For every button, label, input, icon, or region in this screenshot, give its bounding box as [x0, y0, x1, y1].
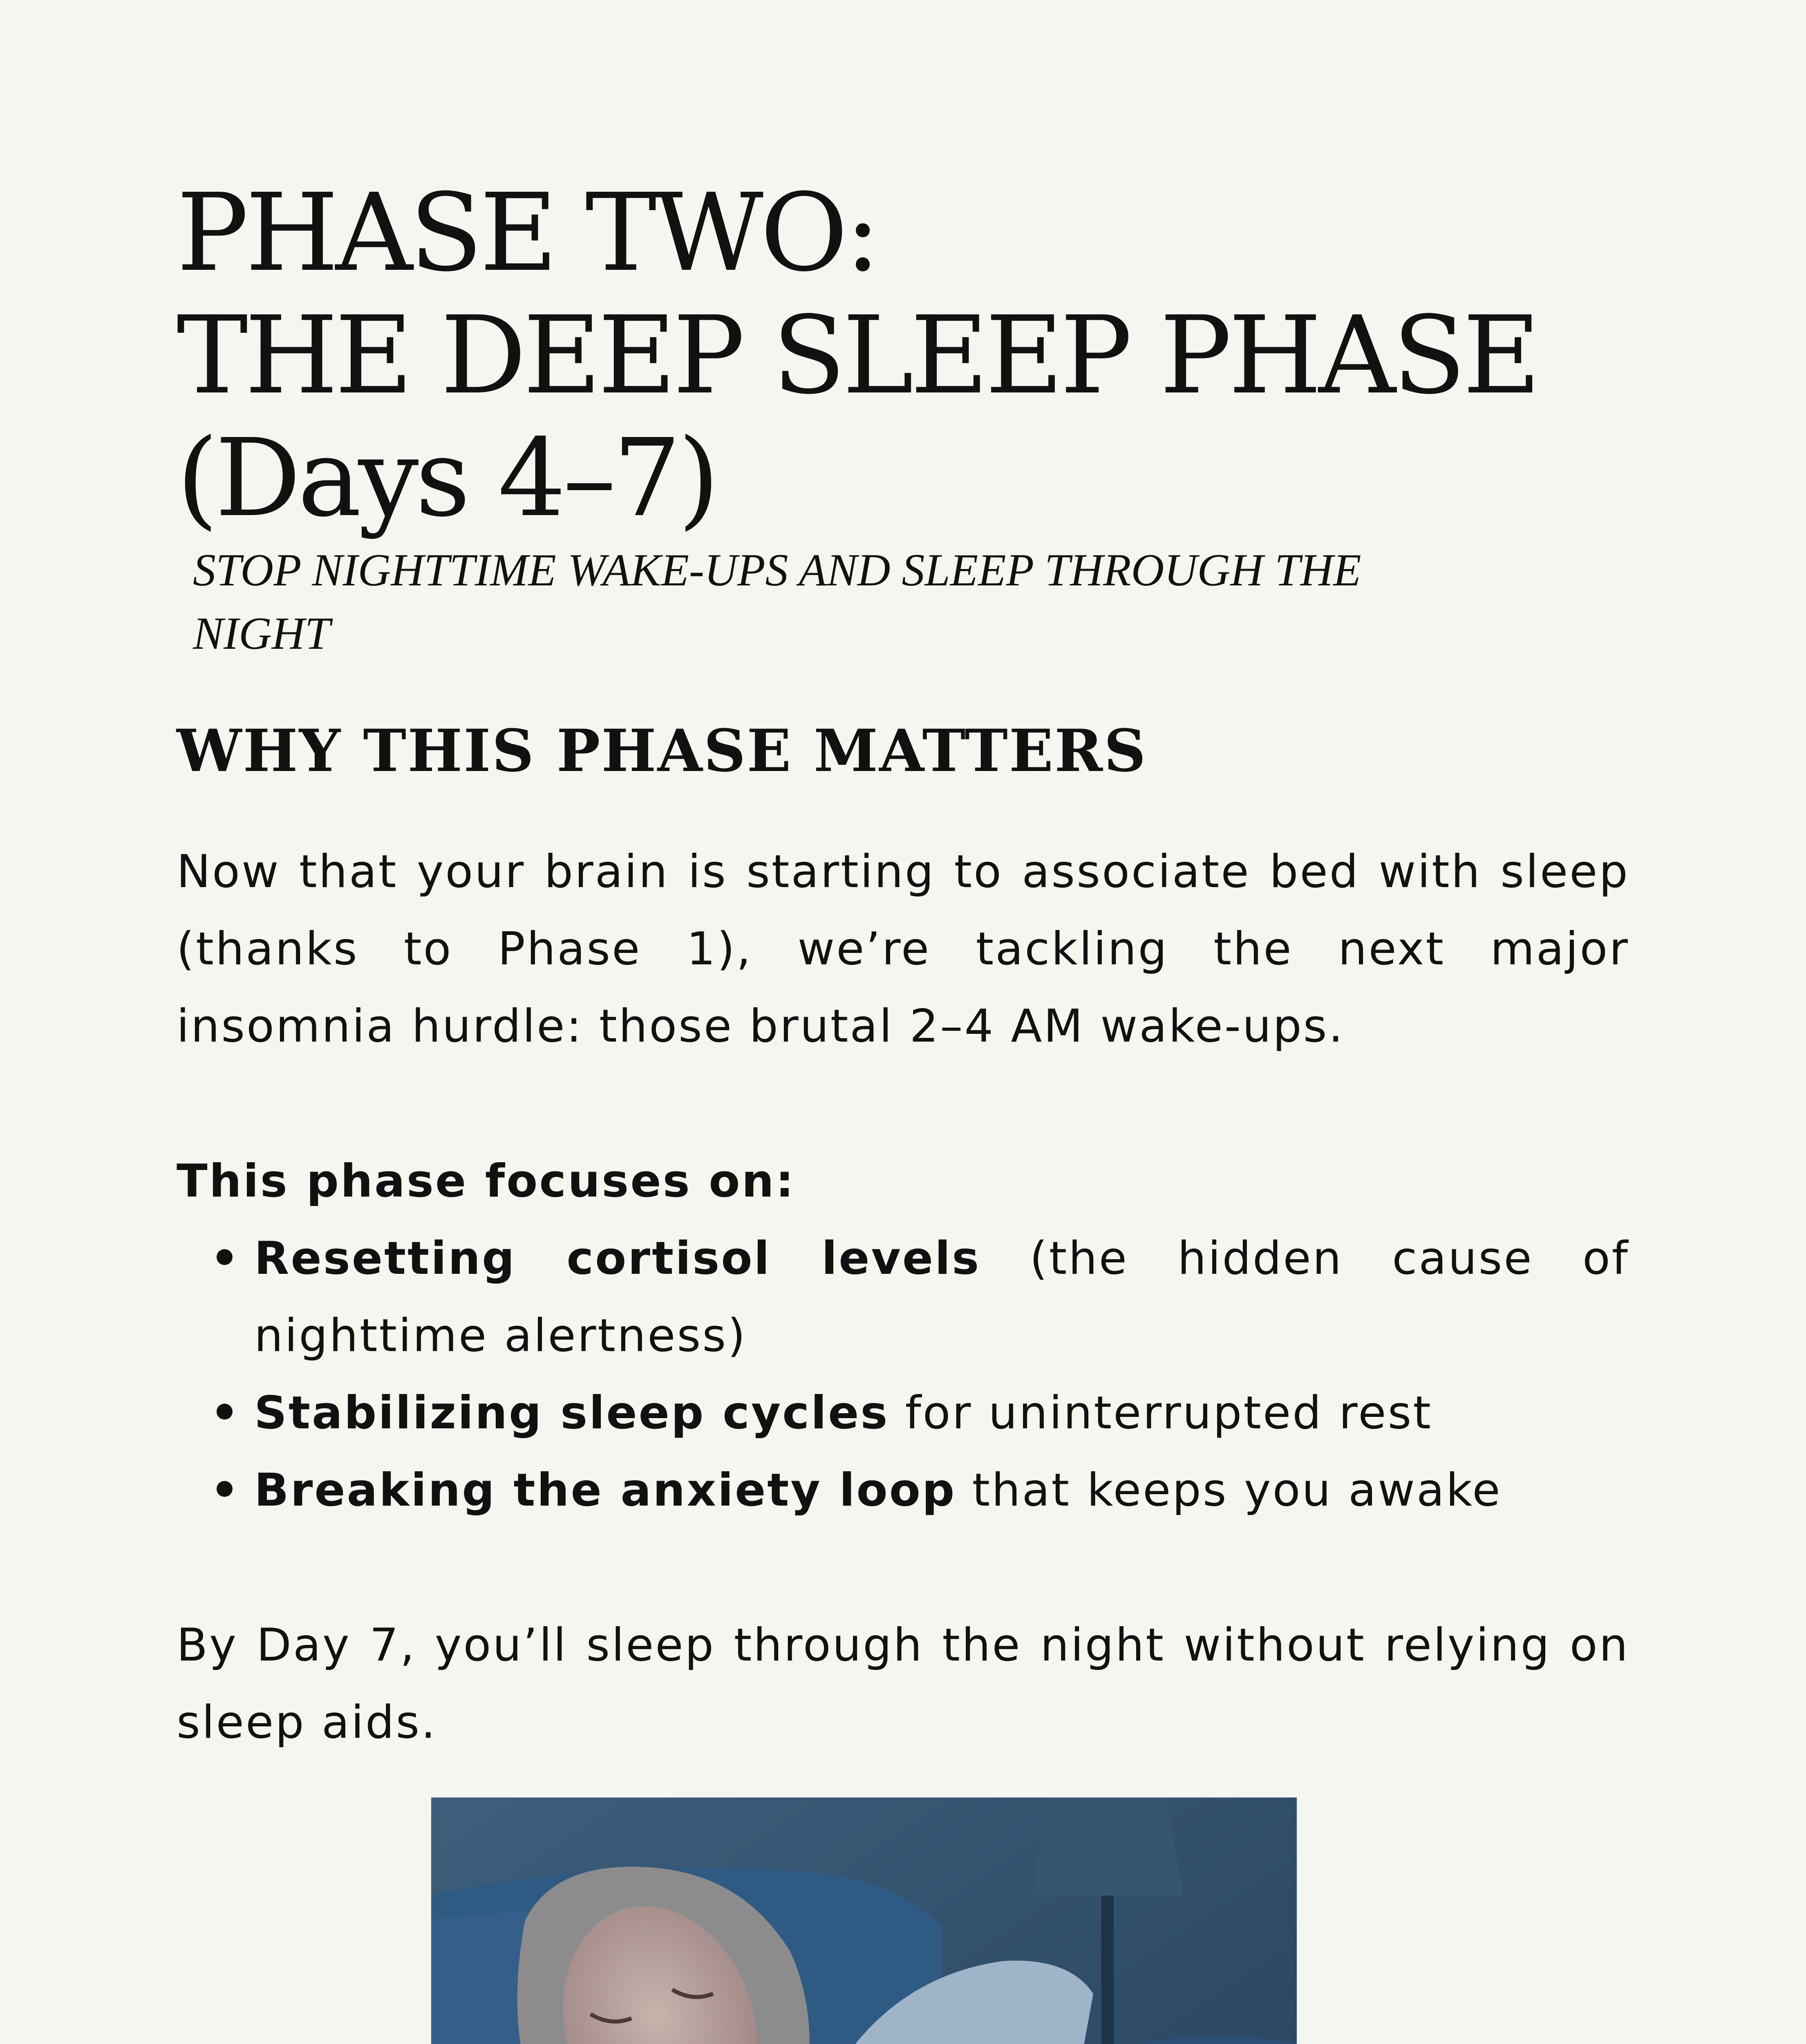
list-item-text: for uninterrupted rest [889, 1387, 1432, 1439]
bullet-icon: • [210, 1232, 241, 1285]
focus-list [177, 1220, 1629, 1529]
lamp-stem [1101, 1896, 1114, 2044]
outro-paragraph: By Day 7, you’ll sleep through the night without relying on sleep aids. [177, 1619, 1629, 1749]
intro-paragraph: Now that your brain is starting to associate bed with sleep (thanks to Phase 1), we’re tackling the next major insomnia hurdle: those brutal 2–4 AM wake-ups. [177, 845, 1629, 1053]
lamp-shade [1032, 1797, 1183, 1896]
sleeping-woman-photo [431, 1797, 1297, 2044]
title-line-1: PHASE TWO: [177, 170, 878, 295]
section-heading: WHY THIS PHASE MATTERS [177, 717, 1147, 785]
title-line-3: (Days 4–7) [177, 416, 716, 540]
title-line-2: THE DEEP SLEEP PHASE [177, 293, 1538, 418]
list-item [177, 1374, 1629, 1452]
bullet-icon: • [210, 1387, 241, 1439]
list-item [177, 1220, 1629, 1374]
bullet-icon: • [210, 1464, 241, 1517]
list-item-bold: Resetting cortisol levels [254, 1232, 981, 1285]
list-item-text: (the hidden cause of nighttime alertness) [254, 1232, 1629, 1362]
page-title [177, 172, 1689, 540]
list-item-text: that keeps you awake [956, 1464, 1502, 1517]
photo-illustration [431, 1797, 1297, 2044]
list-item-bold: Breaking the anxiety loop [254, 1464, 956, 1517]
page-subtitle: STOP NIGHTTIME WAKE-UPS AND SLEEP THROUGH THE NIGHT [193, 545, 1361, 659]
list-item [177, 1452, 1629, 1529]
focus-label: This phase focuses on: [177, 1155, 795, 1208]
list-item-bold: Stabilizing sleep cycles [254, 1387, 889, 1439]
